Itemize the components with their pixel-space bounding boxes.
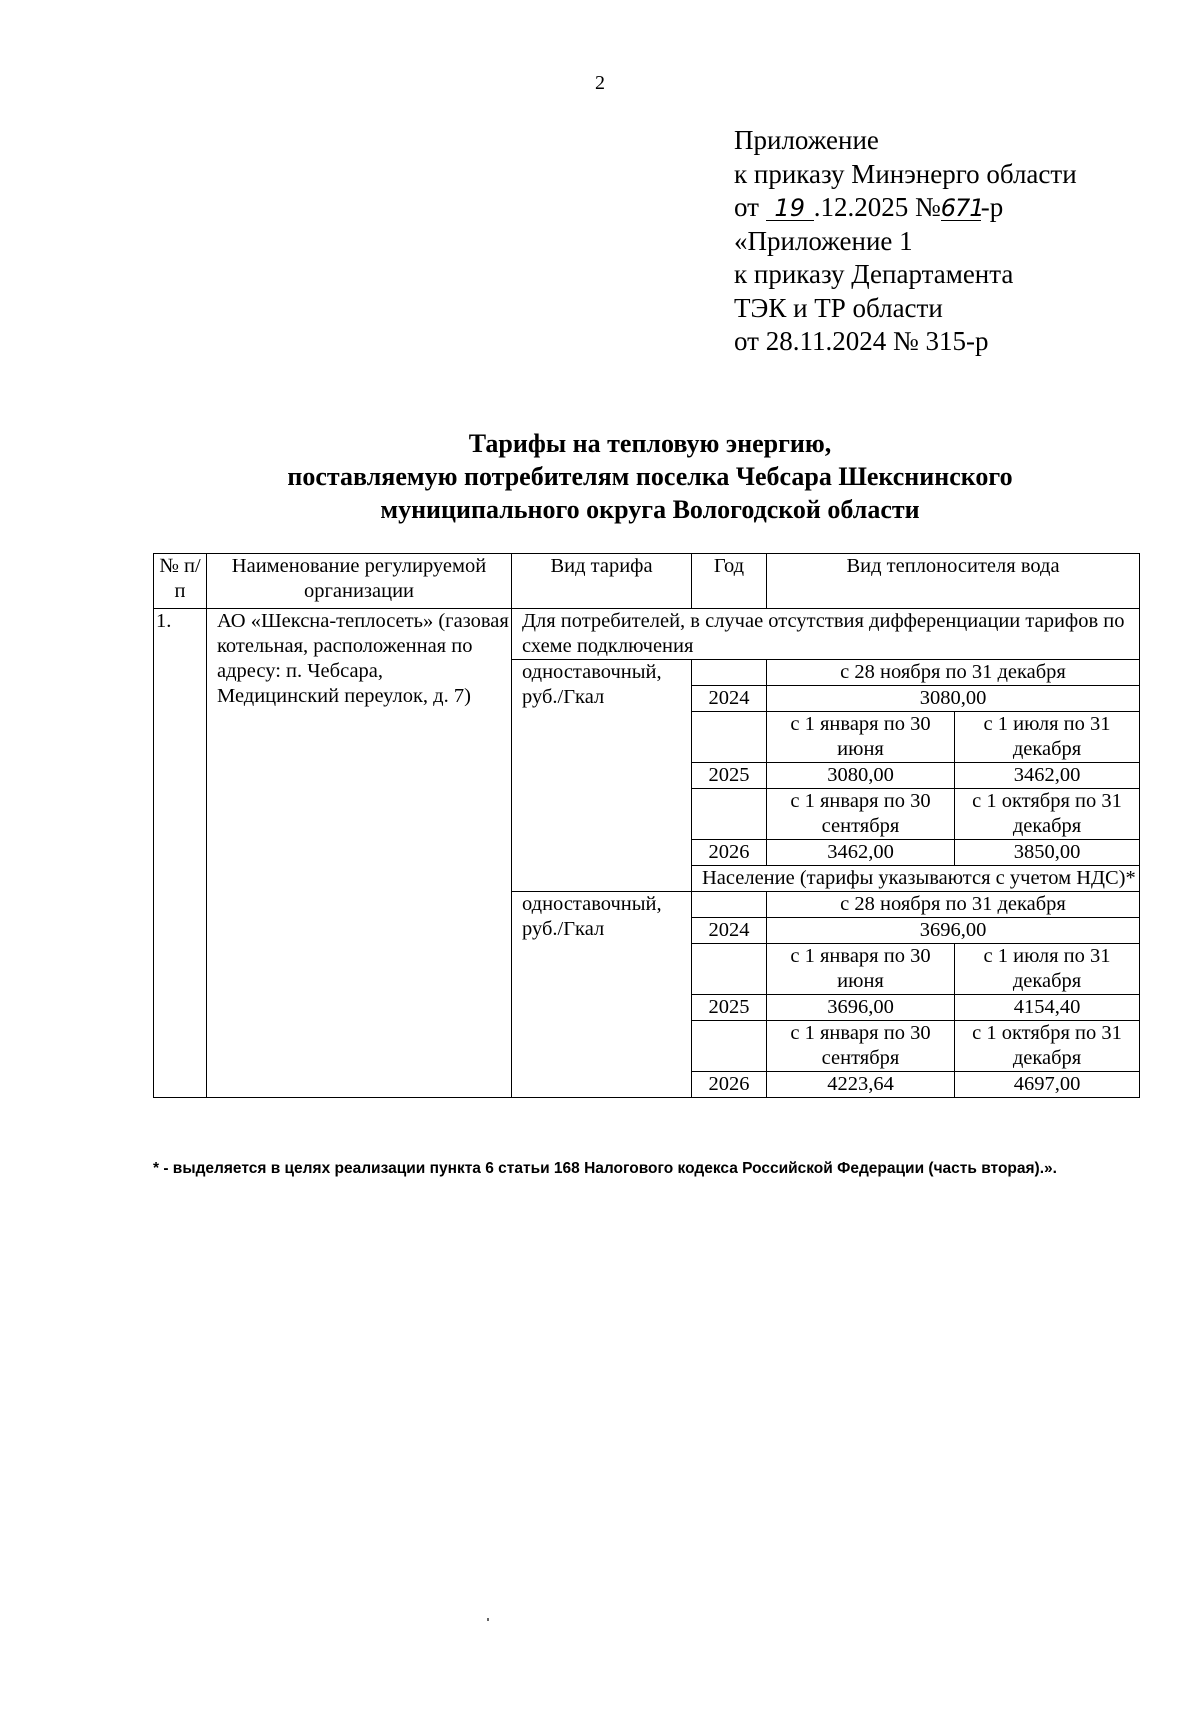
header-heat-carrier: Вид теплоносителя вода [767, 554, 1140, 609]
year-2026: 2026 [692, 840, 767, 866]
empty-cell [692, 660, 767, 686]
appendix-line-5: к приказу Департамента [734, 259, 1014, 289]
value-2026-a: 3462,00 [767, 840, 955, 866]
period-2026-a: с 1 января по 30 сентября [767, 789, 955, 840]
year-2025: 2025 [692, 995, 767, 1021]
header-organization: Наименование регулируемой организации [207, 554, 512, 609]
title-line-1: Тарифы на тепловую энергию, [468, 429, 832, 458]
title-line-2: поставляемую потребителям поселка Чебсара Шекснинского [287, 462, 1013, 491]
appendix-line-7: от 28.11.2024 № 315-р [734, 326, 989, 356]
value-2025-h1: 3080,00 [767, 763, 955, 789]
appendix-line-6: ТЭК и ТР области [734, 292, 943, 323]
empty-cell [692, 944, 767, 995]
tariff-table [153, 553, 1140, 1098]
table-row [154, 609, 1140, 660]
appendix-line-3-mid: .12.2025 № [813, 192, 941, 222]
appendix-line-2: к приказу Минэнерго области [734, 158, 1077, 189]
value-2024: 3696,00 [767, 918, 1140, 944]
page-number: 2 [595, 72, 605, 94]
header-year: Год [692, 554, 767, 609]
table-header-row [154, 554, 1140, 609]
header-num: № п/п [154, 554, 207, 609]
value-2026-b: 3850,00 [955, 840, 1140, 866]
empty-cell [692, 712, 767, 763]
empty-cell [692, 789, 767, 840]
section-heading-population: Население (тарифы указываются с учетом НДС)* [692, 866, 1140, 892]
empty-cell [692, 892, 767, 918]
period-2025-h2: с 1 июля по 31 декабря [955, 712, 1140, 763]
year-2024: 2024 [692, 918, 767, 944]
appendix-line-4: «Приложение 1 [734, 225, 913, 256]
period-2024: с 28 ноября по 31 декабря [767, 660, 1140, 686]
appendix-line-3 [734, 191, 1077, 225]
handwritten-order-number: 671 [940, 194, 984, 222]
value-2025-h1: 3696,00 [767, 995, 955, 1021]
empty-cell [692, 1021, 767, 1072]
tariff-type: одноставочный, руб./Гкал [512, 660, 692, 892]
appendix-line-3-prefix: от [734, 192, 766, 222]
header-tariff-type: Вид тарифа [512, 554, 692, 609]
value-2026-a: 4223,64 [767, 1072, 955, 1098]
period-2025-h1: с 1 января по 30 июня [767, 712, 955, 763]
period-2025-h2: с 1 июля по 31 декабря [955, 944, 1140, 995]
section-heading-consumers: Для потребителей, в случае отсутствия дифференциации тарифов по схеме подключения [512, 609, 1140, 660]
tariff-type: одноставочный, руб./Гкал [512, 892, 692, 1098]
handwritten-day: 19 [766, 196, 814, 221]
row-number: 1. [154, 609, 207, 1098]
appendix-block [734, 124, 1077, 359]
period-2024: с 28 ноября по 31 декабря [767, 892, 1140, 918]
appendix-line-3-suffix: -р [980, 192, 1004, 222]
period-2026-b: с 1 октября по 31 декабря [955, 789, 1140, 840]
year-2025: 2025 [692, 763, 767, 789]
value-2024: 3080,00 [767, 686, 1140, 712]
scan-speck [487, 1618, 489, 1621]
value-2026-b: 4697,00 [955, 1072, 1140, 1098]
footnote: * - выделяется в целях реализации пункта 6 статьи 168 Налогового кодекса Российской Федерации (часть вторая).». [153, 1160, 1057, 1177]
title-line-3: муниципального округа Вологодской области [380, 495, 920, 524]
document-title [0, 427, 1200, 526]
period-2026-b: с 1 октября по 31 декабря [955, 1021, 1140, 1072]
appendix-line-1: Приложение [734, 125, 879, 155]
period-2025-h1: с 1 января по 30 июня [767, 944, 955, 995]
year-2024: 2024 [692, 686, 767, 712]
value-2025-h2: 4154,40 [955, 995, 1140, 1021]
value-2025-h2: 3462,00 [955, 763, 1140, 789]
period-2026-a: с 1 января по 30 сентября [767, 1021, 955, 1072]
year-2026: 2026 [692, 1072, 767, 1098]
organization-name: АО «Шексна-теплосеть» (газовая котельная, расположенная по адресу: п. Чебсара, Медицинский переулок, д. 7) [207, 609, 512, 1098]
